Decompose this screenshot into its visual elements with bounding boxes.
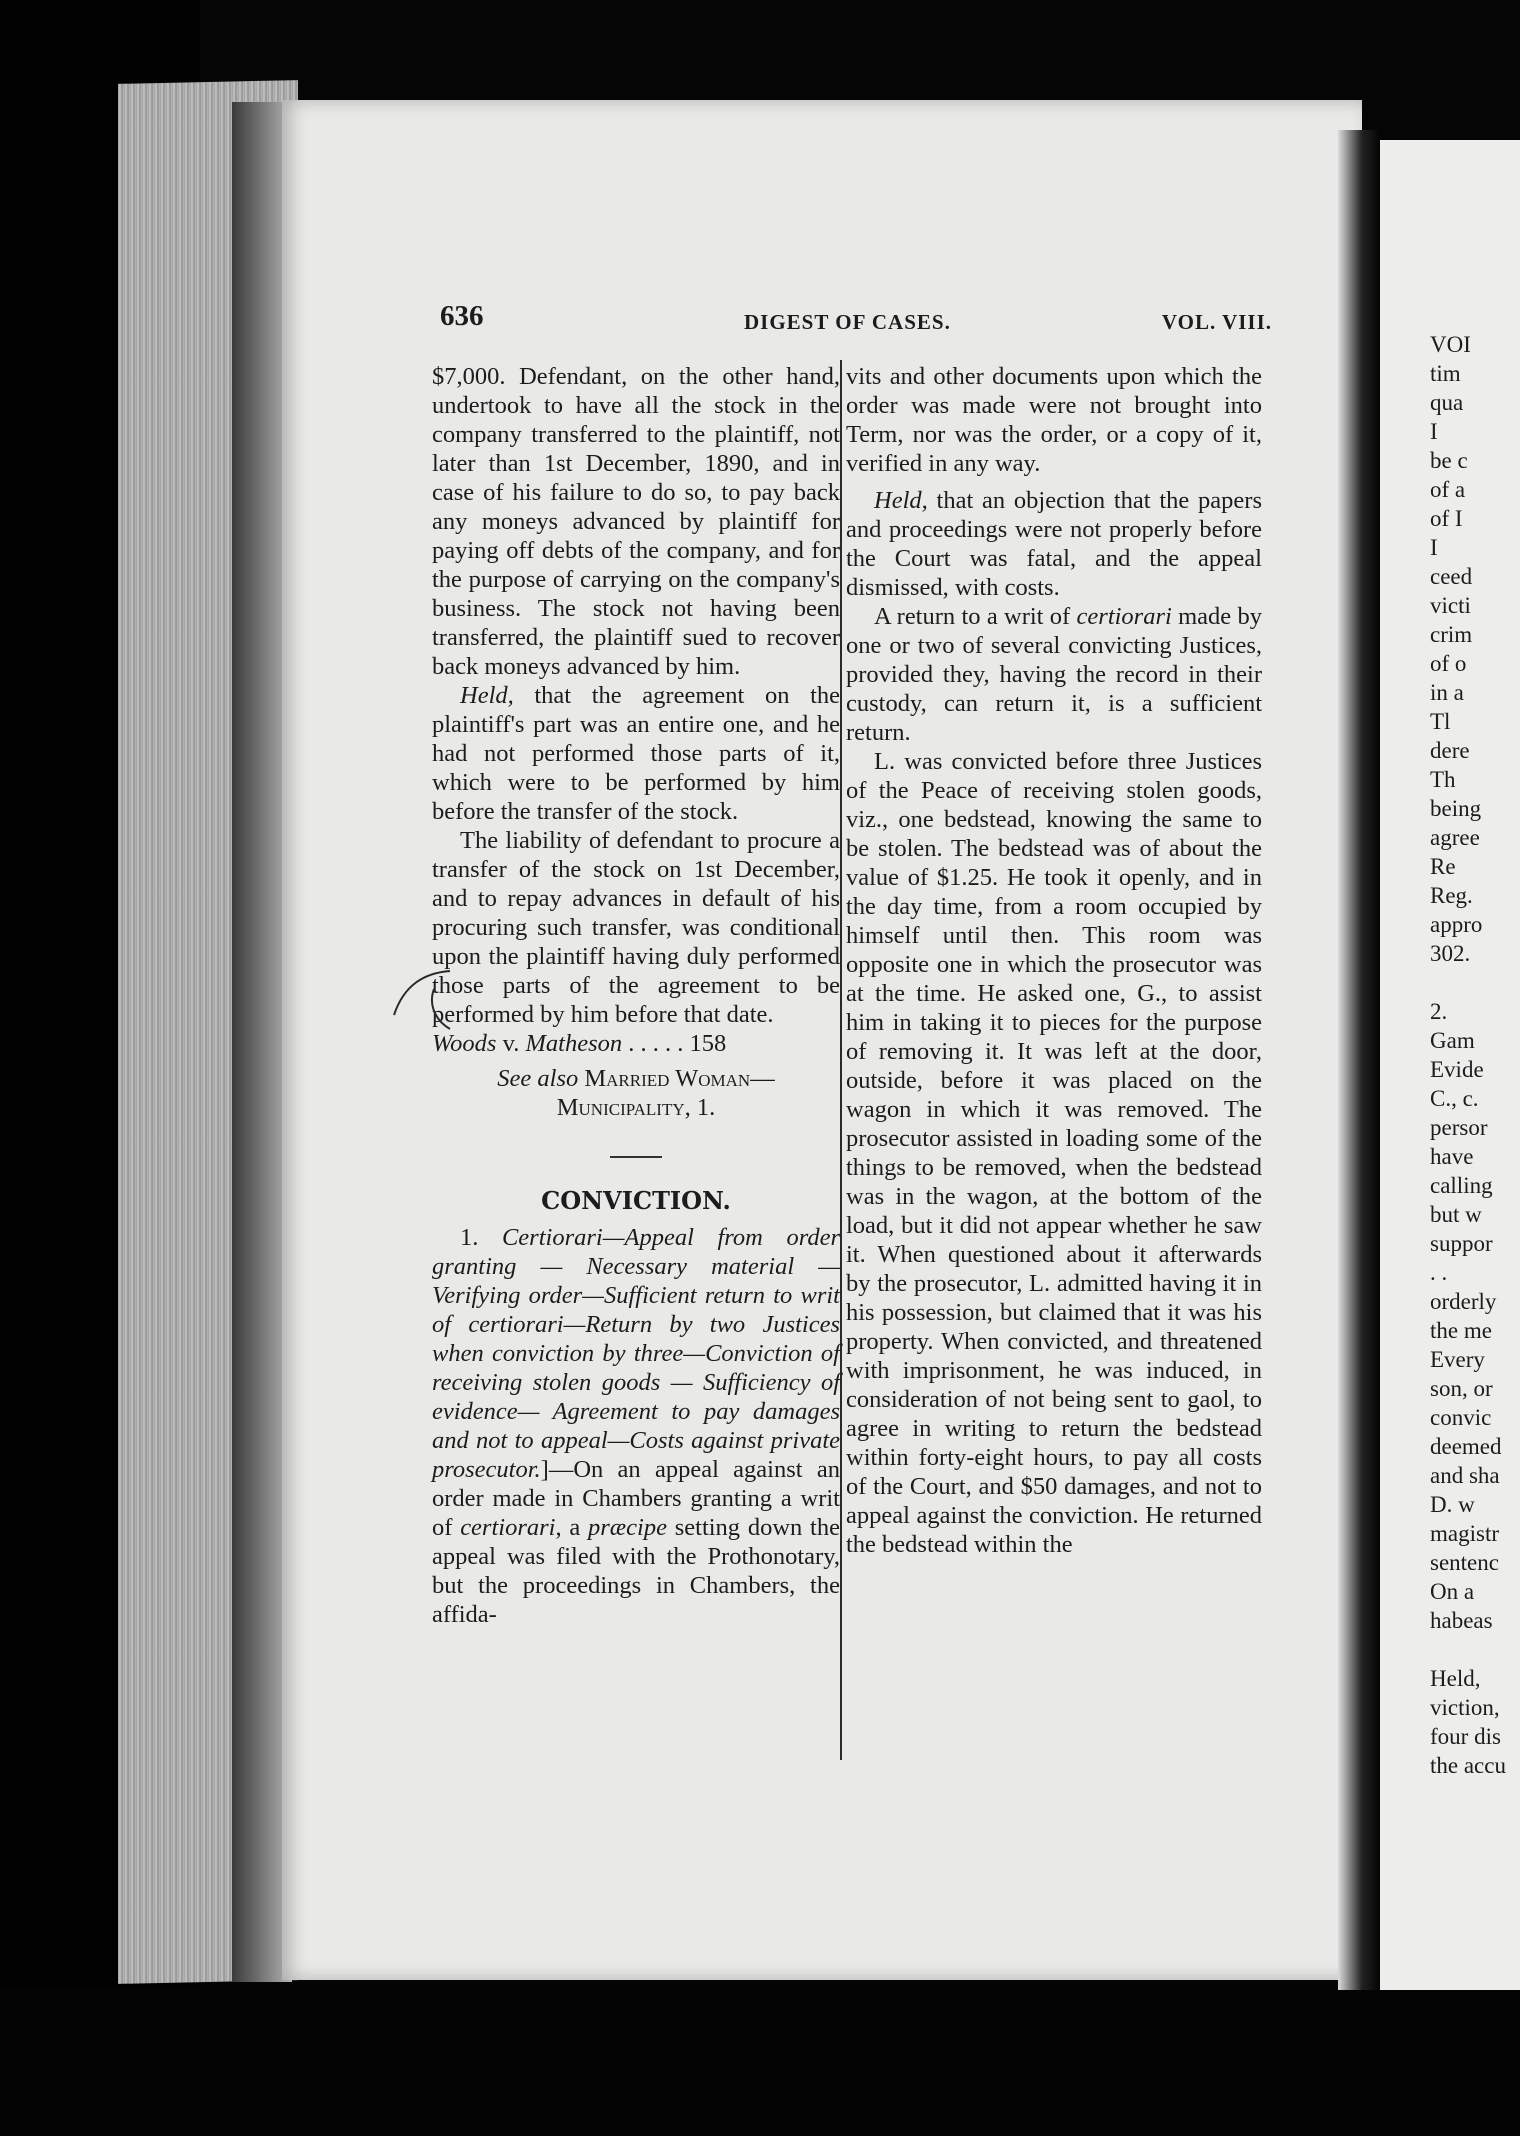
- facing-page-line: son, or: [1430, 1376, 1493, 1401]
- catchwords: Certiorari—Appeal from order granting — Necessary material — Verifying order—Sufficient return to writ of certiorari—Return by two Justices when conviction by three—Conviction of receiving stolen goods — Sufficiency of evidence— Agreement to pay damages and not to appeal—Costs against private prosecutor.: [432, 1224, 840, 1483]
- facing-page-line: viction,: [1430, 1695, 1500, 1720]
- running-head: [440, 300, 1272, 340]
- facing-page-line: convic: [1430, 1405, 1492, 1430]
- facing-page-line: [1430, 968, 1520, 997]
- facing-page-line: the accu: [1430, 1753, 1506, 1778]
- left-column: [432, 362, 840, 1629]
- facing-page-line: Held,: [1430, 1666, 1481, 1691]
- facing-page-line: sentenc: [1430, 1550, 1499, 1575]
- facing-page-line: ceed: [1430, 564, 1473, 589]
- paragraph-text: , a: [555, 1514, 589, 1541]
- column-rule: [840, 360, 842, 1760]
- volume-label: VOL. VIII.: [1161, 310, 1272, 334]
- case-page: 158: [689, 1030, 727, 1057]
- paragraph: The liability of defendant to procure a transfer of the stock on 1st December, and to repay advances in default of his procuring such transfer, was conditional upon the plaintiff having duly performed those parts of the agreement to be performed by him before that date.: [432, 827, 840, 1028]
- held-paragraph: [846, 486, 1262, 602]
- facing-page-line: four dis: [1430, 1724, 1501, 1749]
- facing-page-line: calling: [1430, 1173, 1493, 1198]
- case-citation: [432, 1029, 840, 1058]
- paragraph: vits and other documents upon which the order was made were not brought into Term, nor was the order, or a copy of it, verified in any way.: [846, 363, 1262, 477]
- facing-page-line: in a: [1430, 680, 1464, 705]
- facing-page-line: 2.: [1430, 999, 1448, 1024]
- facing-page-line: C., c.: [1430, 1086, 1479, 1111]
- running-title: DIGEST OF CASES.: [744, 310, 951, 334]
- term-certiorari: certiorari: [460, 1514, 556, 1541]
- case-plaintiff: Woods: [432, 1030, 497, 1057]
- see-also-ref: Municipality, 1.: [556, 1094, 716, 1121]
- facing-page-line: I: [1430, 535, 1438, 560]
- paragraph-text: made by one or two of several convicting Justices, provided they, having the record in their custody, can return it, is a sufficient return.: [846, 603, 1262, 746]
- facing-page-line: the me: [1430, 1318, 1492, 1343]
- facing-page-line: crim: [1430, 622, 1473, 647]
- facing-page-line: Tl: [1430, 709, 1451, 734]
- facing-page-line: but w: [1430, 1202, 1482, 1227]
- facing-page-line: victi: [1430, 593, 1471, 618]
- facing-page-line: D. w: [1430, 1492, 1475, 1517]
- facing-page-line: qua: [1430, 390, 1464, 415]
- paragraph-text: setting down the appeal was filed with the Prothonotary, but the proceedings in Chambers, the affida-: [432, 1514, 840, 1628]
- facing-page-line: of a: [1430, 477, 1466, 502]
- facing-page-line: be c: [1430, 448, 1468, 473]
- held-label: Held,: [460, 682, 514, 709]
- right-column: [846, 362, 1262, 1559]
- facing-page-line: agree: [1430, 825, 1480, 850]
- paragraph: [846, 602, 1262, 747]
- facing-page-line: Gam: [1430, 1028, 1475, 1053]
- facing-page-line: appro: [1430, 912, 1483, 937]
- facing-page-line: persor: [1430, 1115, 1488, 1140]
- term-praecipe: præcipe: [588, 1514, 667, 1541]
- spine-shadow: [1338, 130, 1378, 2000]
- paragraph-text: ]—On an appeal against an order made in Chambers granting a writ of: [432, 1456, 840, 1541]
- facing-page-line: Evide: [1430, 1057, 1484, 1082]
- leader-dots: . . . . .: [622, 1030, 690, 1057]
- facing-page-line: Every: [1430, 1347, 1485, 1372]
- facing-page-line: being: [1430, 796, 1482, 821]
- case-v: v.: [496, 1030, 526, 1057]
- see-also-label: See also: [497, 1065, 579, 1092]
- conviction-paragraph: [432, 1223, 840, 1629]
- facing-page-line: dere: [1430, 738, 1470, 763]
- facing-page-line: orderly: [1430, 1289, 1497, 1314]
- held-text: that the agreement on the plaintiff's part was an entire one, and he had not performed those parts of it, which were to be performed by him before the transfer of the stock.: [432, 682, 840, 825]
- pencil-mark: [390, 955, 460, 1035]
- facing-page-line: [1430, 1635, 1520, 1664]
- facing-page-line: 302.: [1430, 941, 1471, 966]
- facing-page-line: VOI: [1430, 332, 1471, 357]
- paragraph: L. was convicted before three Justices of the Peace of receiving stolen goods, viz., one bedstead, knowing the same to be stolen. The bedstead was of about the value of $1.25. He took it openly, and in the day time, from a room occupied by himself until then. This room was opposite one in which the prosecutor was at the time. He asked one, G., to assist him in taking it to pieces for the purpose of removing it. It was left at the door, outside, before it was placed on the wagon in which it was removed. The prosecutor assisted in loading some of the things to be removed, when the bedstead was in the wagon, at the bottom of the load, but it did not appear whether he saw it. When questioned about it afterwards by the prosecutor, L. admitted having it in his possession, but claimed that it was his property. When convicted, and threatened with imprisonment, he was induced, in consideration of not being sent to gaol, to agree in writing to return the bedstead within forty-eight hours, to pay all costs of the Court, and $50 damages, and not to appeal against the conviction. He returned the bedstead within the: [846, 748, 1262, 1558]
- facing-page-line: I: [1430, 419, 1438, 444]
- facing-page-line: of o: [1430, 651, 1467, 676]
- see-also: [432, 1064, 840, 1122]
- facing-page-line: and sha: [1430, 1463, 1500, 1488]
- term-certiorari: certiorari: [1076, 603, 1172, 630]
- facing-page-line: Reg.: [1430, 883, 1473, 908]
- facing-page-line: have: [1430, 1144, 1474, 1169]
- section-heading: CONVICTION.: [541, 1186, 731, 1215]
- facing-page-line: suppor: [1430, 1231, 1493, 1256]
- facing-page-line: habeas: [1430, 1608, 1493, 1633]
- facing-page-text: [1430, 330, 1520, 1780]
- held-text: that an objection that the papers and proceedings were not properly before the Court was fatal, and the appeal dismissed, with costs.: [846, 487, 1262, 601]
- facing-page-line: . .: [1430, 1260, 1448, 1285]
- item-number: 1.: [460, 1224, 502, 1251]
- facing-page-line: On a: [1430, 1579, 1475, 1604]
- dark-background-bottom: [0, 1990, 1520, 2136]
- see-also-ref: Married Woman—: [584, 1065, 775, 1092]
- held-label: Held,: [874, 487, 928, 514]
- facing-page-line: tim: [1430, 361, 1461, 386]
- facing-page-line: magistr: [1430, 1521, 1499, 1546]
- facing-page-line: deemed: [1430, 1434, 1502, 1459]
- held-paragraph: [432, 681, 840, 826]
- paragraph: $7,000. Defendant, on the other hand, undertook to have all the stock in the company transferred to the plaintiff, not later than 1st December, 1890, and in case of his failure to do so, to pay back any moneys advanced by plaintiff for paying off debts of the company, and for the purpose of carrying on the company's business. The stock not having been transferred, the plaintiff sued to recover back moneys advanced by him.: [432, 363, 840, 680]
- case-defendant: Matheson: [525, 1030, 623, 1057]
- paragraph-text: A return to a writ of: [874, 603, 1077, 630]
- facing-page-line: Th: [1430, 767, 1456, 792]
- page-number: 636: [440, 300, 484, 332]
- facing-page-line: Re: [1430, 854, 1456, 879]
- facing-page-line: of I: [1430, 506, 1463, 531]
- section-divider: [610, 1156, 662, 1158]
